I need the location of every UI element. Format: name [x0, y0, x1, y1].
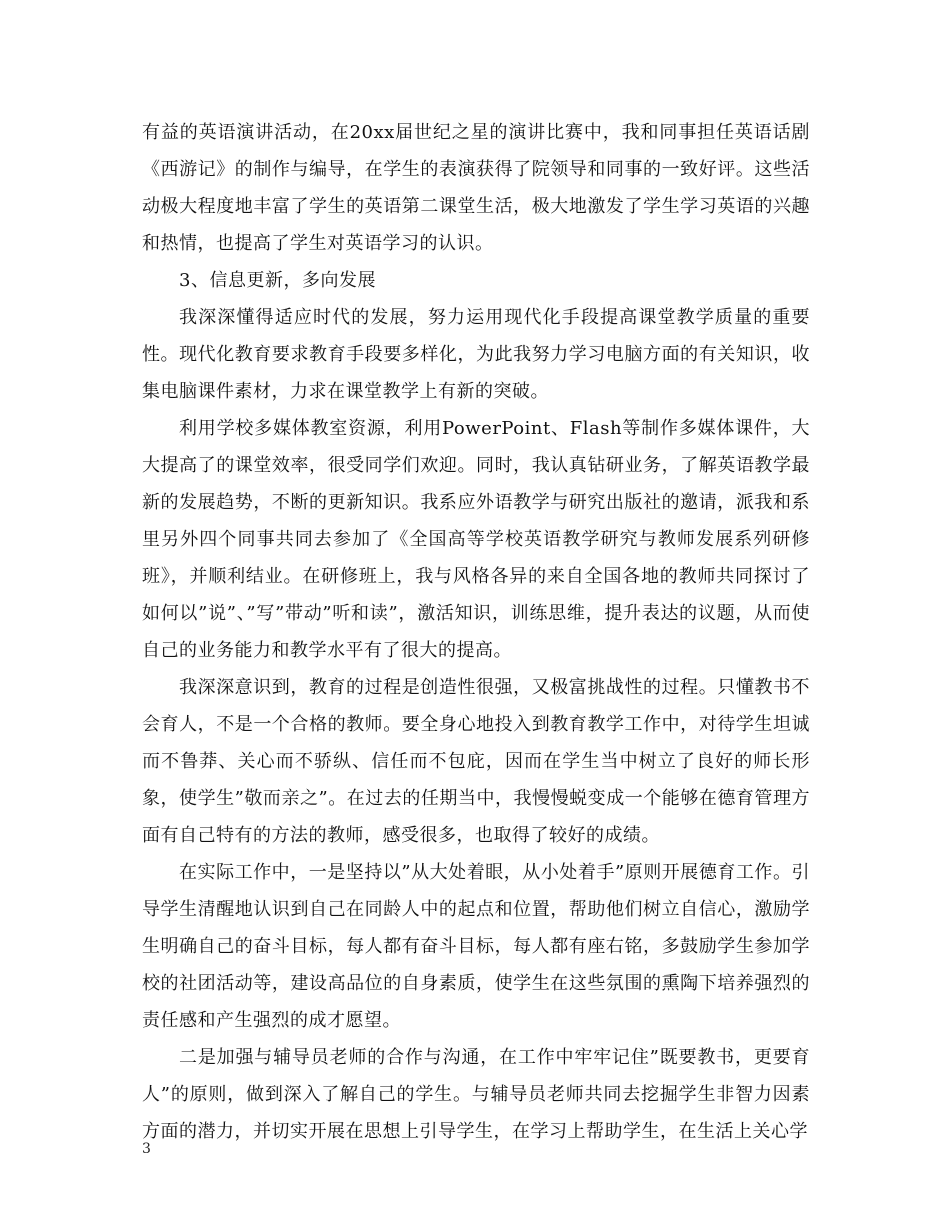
- paragraph-modern-teaching: 我深深懂得适应时代的发展，努力运用现代化手段提高课堂教学质量的重要性。现代化教育要求教育手段要多样化，为此我努力学习电脑方面的有关知识，收集电脑课件素材，力求在课堂教学上有新的突破。: [142, 307, 810, 402]
- section-heading-information-update: 3、信息更新，多向发展: [179, 270, 376, 291]
- page-number: 3: [142, 1141, 151, 1157]
- paragraph-multimedia-resources: 利用学校多媒体教室资源，利用PowerPoint、Flash等制作多媒体课件，大大提高了的课堂效率，很受同学们欢迎。同时，我认真钻研业务，了解英语教学最新的发展趋势，不断的更新知识。我系应外语教学与研究出版社的邀请，派我和系里另外四个同事共同去参加了《全国高等学校英语教学研究与教师发展系列研修班》，并顺利结业。在研修班上，我与风格各异的来自全国各地的教师共同探讨了如何以”说”、”写”带动”听和读”，激活知识，训练思维，提升表达的议题，从而使自己的业务能力和教学水平有了很大的提高。: [142, 418, 810, 661]
- paragraph-moral-education: 在实际工作中，一是坚持以”从大处着眼，从小处着手”原则开展德育工作。引导学生清醒地认识到自己在同龄人中的起点和位置，帮助他们树立自信心，激励学生明确自己的奋斗目标，每人都有奋斗目标，每人都有座右铭，多鼓励学生参加学校的社团活动等，建设高品位的自身素质，使学生在这些氛围的熏陶下培养强烈的责任感和产生强烈的成才愿望。: [142, 862, 810, 1031]
- paragraph-activities-continued: 有益的英语演讲活动，在20xx届世纪之星的演讲比赛中，我和同事担任英语话剧《西游记》的制作与编导，在学生的表演获得了院领导和同事的一致好评。这些活动极大程度地丰富了学生的英语第二课堂生活，极大地激发了学生学习英语的兴趣和热情，也提高了学生对英语学习的认识。: [142, 122, 810, 254]
- paragraph-counselor-cooperation: 二是加强与辅导员老师的合作与沟通，在工作中牢牢记住”既要教书，更要育人”的原则，做到深入了解自己的学生。与辅导员老师共同去挖掘学生非智力因素方面的潜力，并切实开展在思想上引导学生，在学习上帮助学生，在生活上关心学: [142, 1047, 810, 1142]
- paragraph-education-process: 我深深意识到，教育的过程是创造性很强，又极富挑战性的过程。只懂教书不会育人，不是一个合格的教师。要全身心地投入到教育教学工作中，对待学生坦诚而不鲁莽、关心而不骄纵、信任而不包庇，因而在学生当中树立了良好的师长形象，使学生”敬而亲之”。在过去的任期当中，我慢慢蜕变成一个能够在德育管理方面有自己特有的方法的教师，感受很多，也取得了较好的成绩。: [142, 677, 810, 846]
- document-body: [142, 114, 810, 1150]
